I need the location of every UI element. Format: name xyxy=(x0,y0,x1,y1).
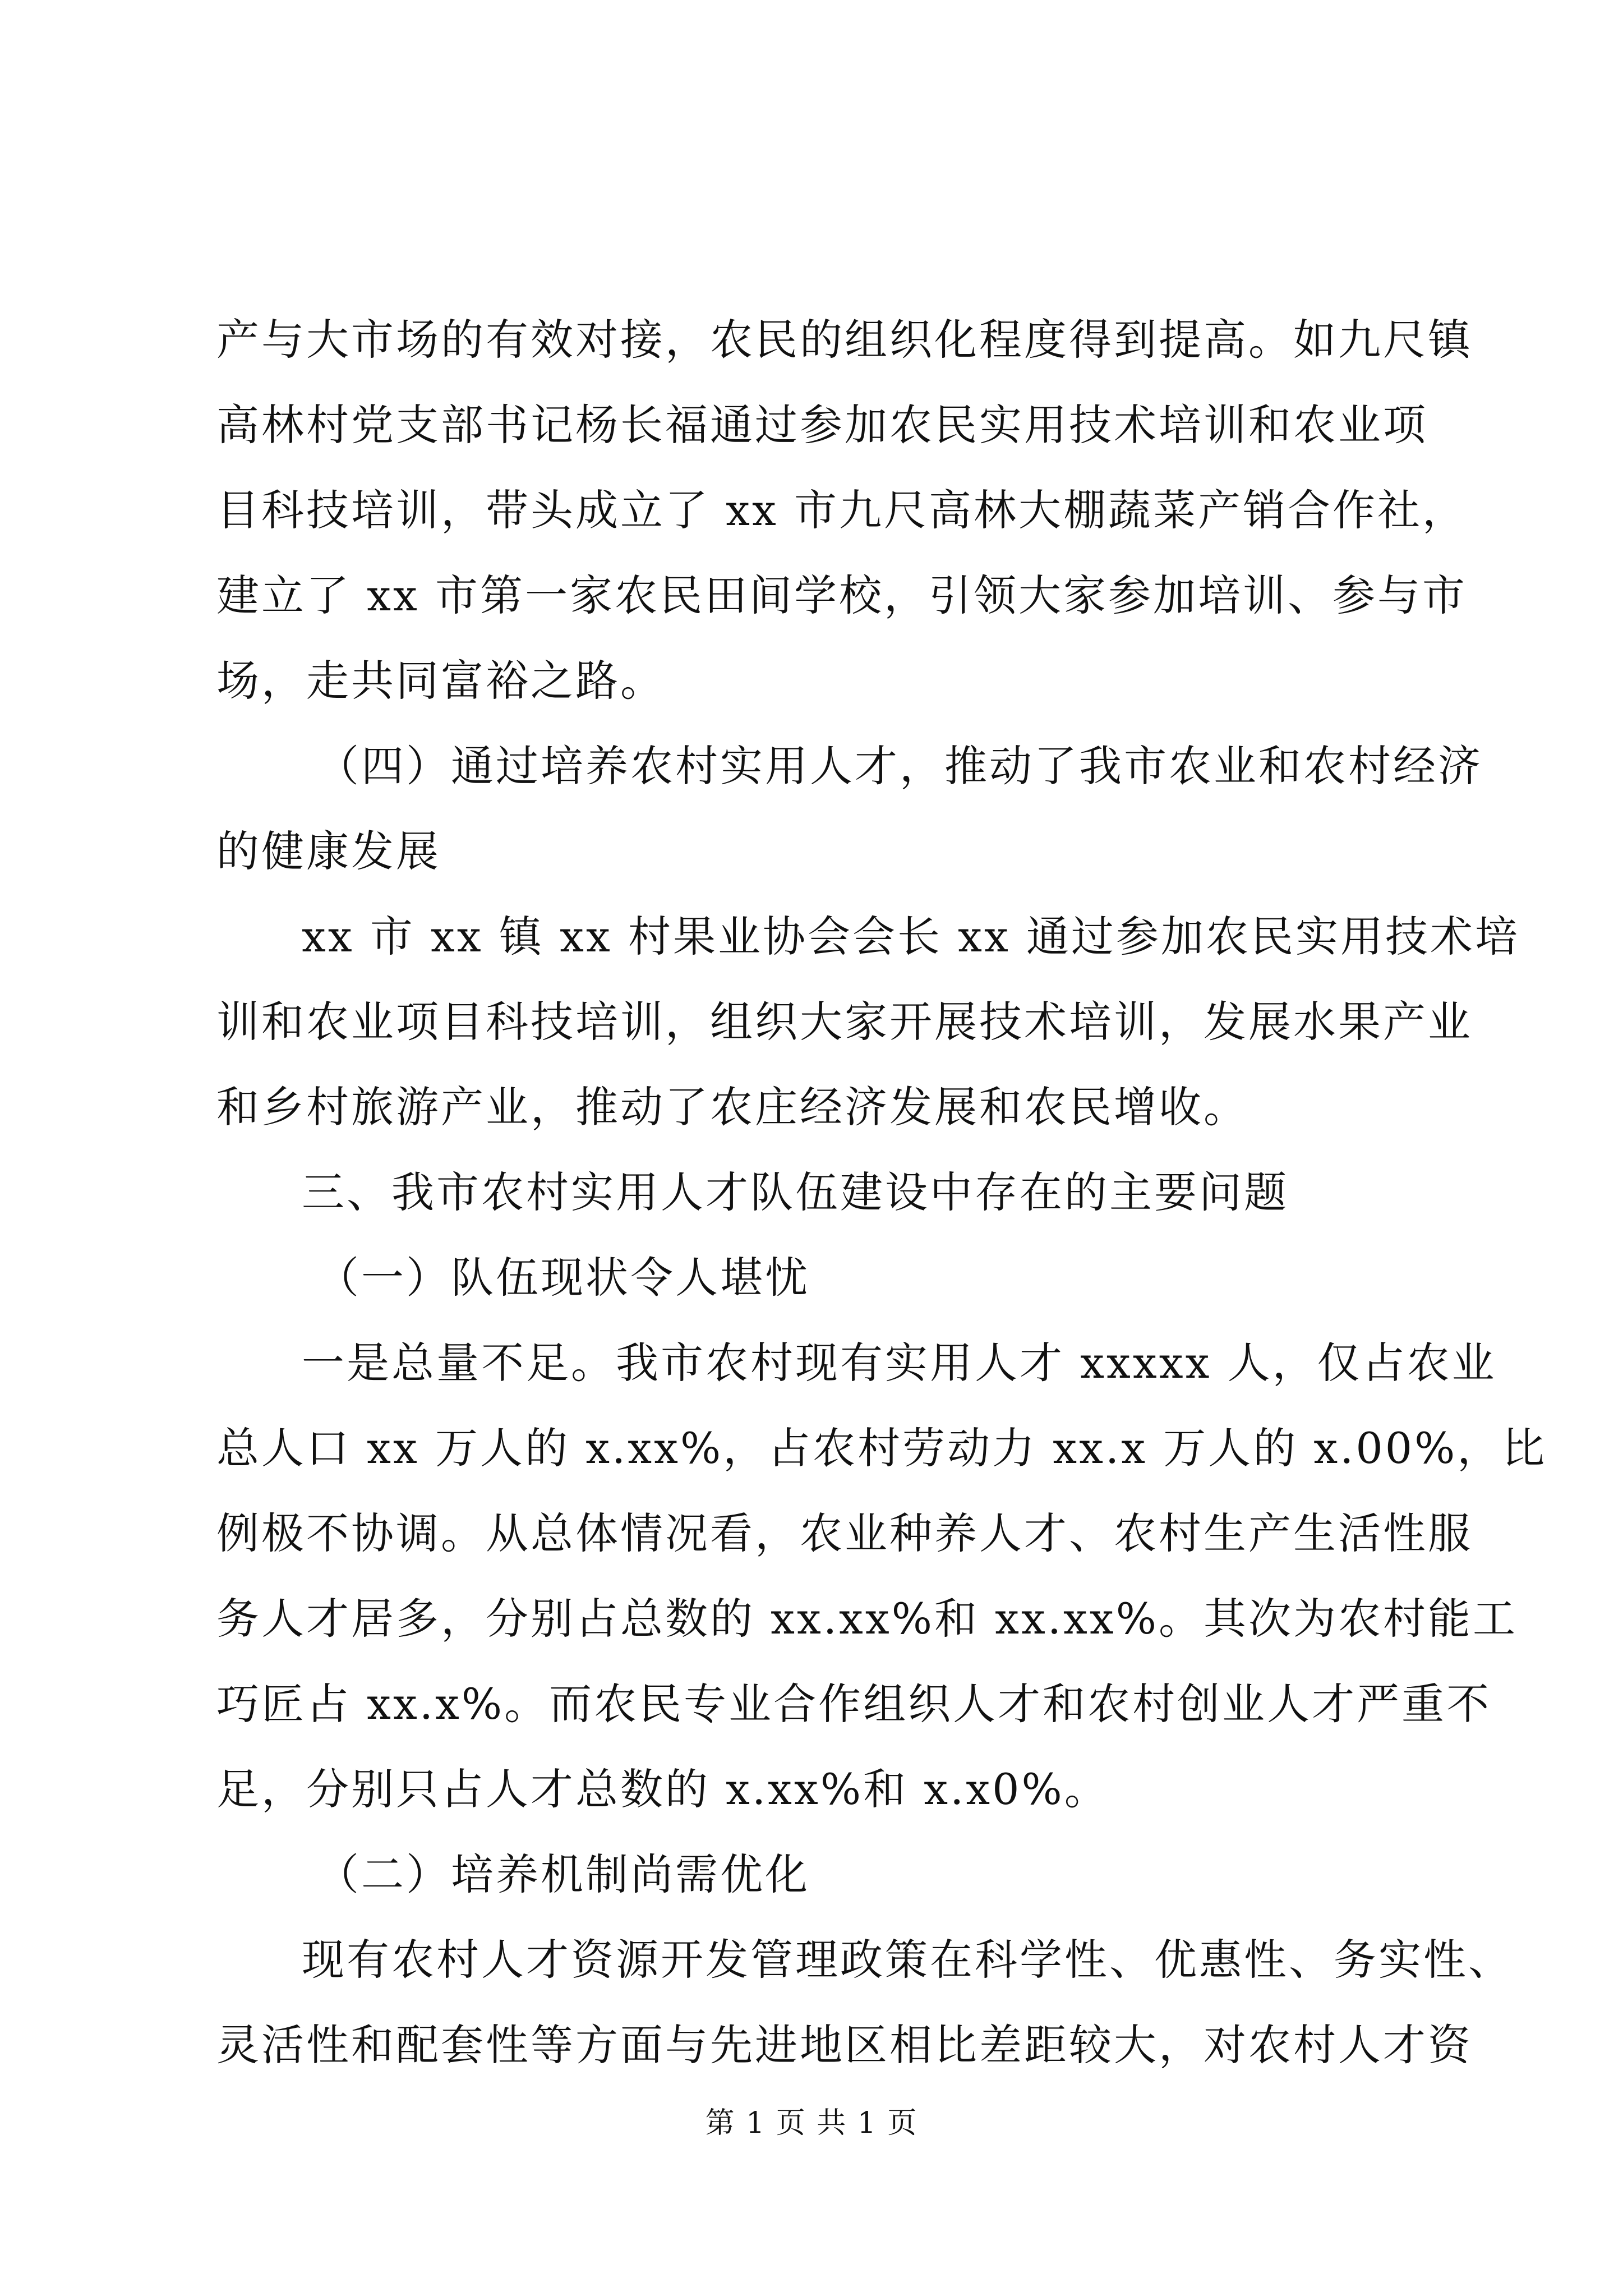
paragraph-line: 现有农村人才资源开发管理政策在科学性、优惠性、务实性、 xyxy=(302,1935,1513,1985)
paragraph-line: 巧匠占 xx.x%。而农民专业合作组织人才和农村创业人才严重不 xyxy=(216,1679,1492,1729)
section-heading-3: 三、我市农村实用人才队伍建设中存在的主要问题 xyxy=(302,1167,1289,1217)
paragraph-line: 训和农业项目科技培训，组织大家开展技术培训，发展水果产业 xyxy=(216,997,1473,1047)
paragraph-line: 灵活性和配套性等方面与先进地区相比差距较大，对农村人才资 xyxy=(216,2020,1473,2070)
paragraph-line: 总人口 xx 万人的 x.xx%，占农村劳动力 xx.x 万人的 x.00%，比 xyxy=(216,1423,1547,1473)
paragraph-line: 一是总量不足。我市农村现有实用人才 xxxxx 人，仅占农业 xyxy=(302,1338,1497,1388)
subsection-heading-2: （二）培养机制尚需优化 xyxy=(316,1849,810,1899)
paragraph-line: 目科技培训，带头成立了 xx 市九尺高林大棚蔬菜产销合作社， xyxy=(216,485,1468,535)
paragraph-line: 足，分别只占人才总数的 x.xx%和 x.x0%。 xyxy=(216,1764,1109,1814)
paragraph-line: 务人才居多，分别占总数的 xx.xx%和 xx.xx%。其次为农村能工 xyxy=(216,1594,1518,1644)
paragraph-line: 例极不协调。从总体情况看，农业种养人才、农村生产生活性服 xyxy=(216,1508,1473,1558)
paragraph-line: xx 市 xx 镇 xx 村果业协会会长 xx 通过参加农民实用技术培 xyxy=(302,912,1520,961)
paragraph-line: 高林村党支部书记杨长福通过参加农民实用技术培训和农业项 xyxy=(216,400,1428,450)
paragraph-line: 产与大市场的有效对接，农民的组织化程度得到提高。如九尺镇 xyxy=(216,315,1473,365)
paragraph-line: 和乡村旅游产业，推动了农庄经济发展和农民增收。 xyxy=(216,1082,1248,1132)
section-heading-4: （四）通过培养农村实用人才，推动了我市农业和农村经济 xyxy=(316,741,1483,791)
section-heading-4-cont: 的健康发展 xyxy=(216,826,441,876)
page-number-footer: 第 1 页 共 1 页 xyxy=(705,2106,918,2140)
document-body xyxy=(216,297,1547,2088)
subsection-heading-1: （一）队伍现状令人堪忧 xyxy=(316,1253,810,1303)
paragraph-line: 场，走共同富裕之路。 xyxy=(216,656,665,706)
paragraph-line: 建立了 xx 市第一家农民田间学校，引领大家参加培训、参与市 xyxy=(216,570,1468,620)
